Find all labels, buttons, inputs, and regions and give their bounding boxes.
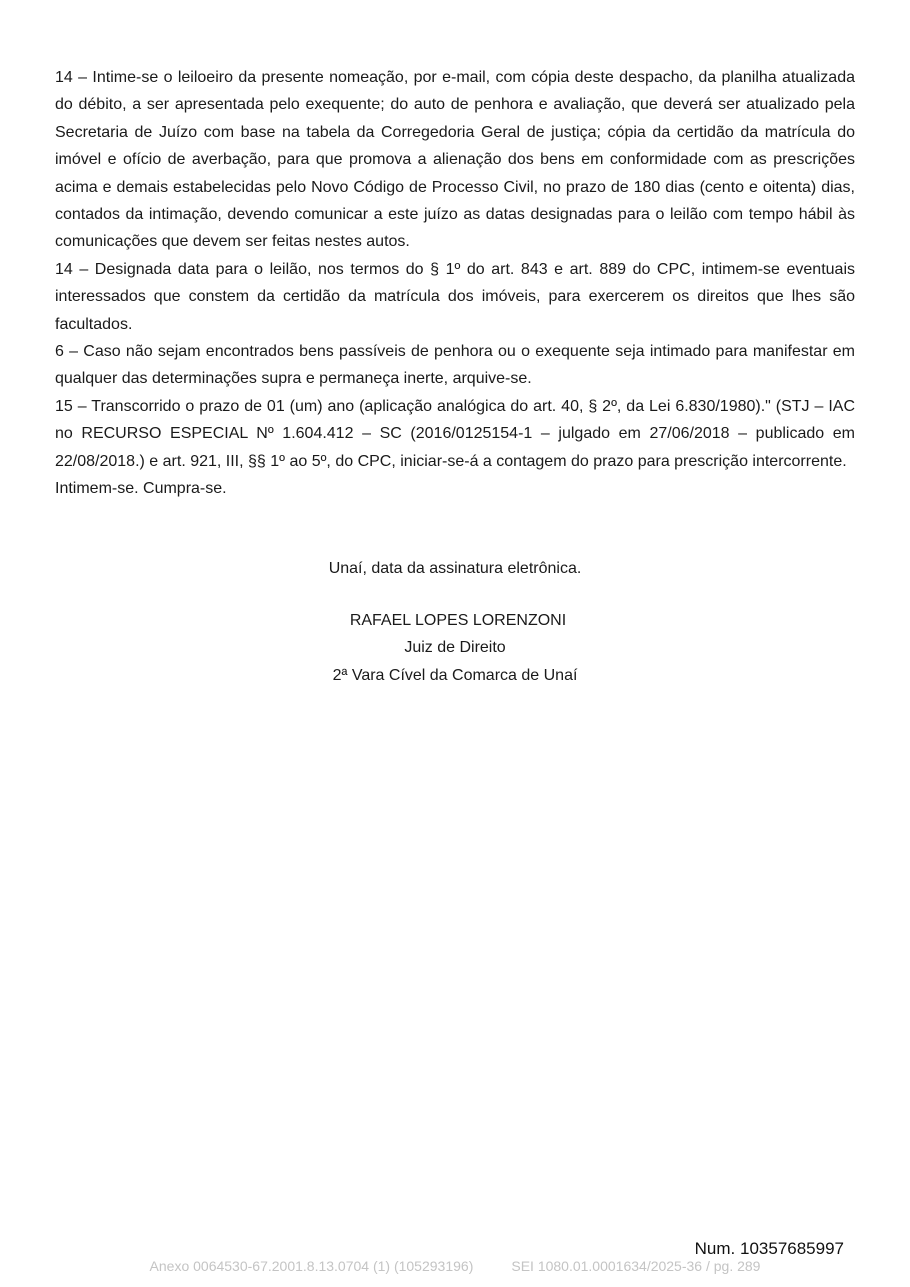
place-date: Unaí, data da assinatura eletrônica. bbox=[328, 560, 582, 577]
court-name: 2ª Vara Cível da Comarca de Unaí bbox=[332, 666, 578, 684]
document-number: Num. 10357685997 bbox=[694, 1239, 844, 1258]
signature-block bbox=[0, 607, 910, 689]
judge-name: RAFAEL LOPES LORENZONI bbox=[349, 612, 567, 629]
document-body bbox=[55, 64, 855, 503]
paragraph-closing: Intimem-se. Cumpra-se. bbox=[55, 480, 227, 498]
paragraph-auctioneer-notice: 14 – Intime-se o leiloeiro da presente nomeação, por e-mail, com cópia deste despacho, da planilha atualizada do débito, a ser apresentada pelo exequente; do auto de penhora e avaliação, que deverá ser atualizado pela Secretaria de Juízo com base na tabela da Corregedoria Geral de justiça; cópia da certidão da matrícula do imóvel e ofício de averbação, para que promova a alienação dos bens em conformidade com as prescrições acima e demais estabelecidas pelo Novo Código de Processo Civil, no prazo de 180 dias (cento e oitenta) dias, contados da intimação, devendo comunicar a este juízo as datas designadas para o leilão com tempo hábil às comunicações que devem ser feitas nestes autos. bbox=[55, 69, 855, 251]
footer-sei-ref: SEI 1080.01.0001634/2025-36 / pg. 289 bbox=[511, 1258, 761, 1274]
paragraph-auction-date: 14 – Designada data para o leilão, nos termos do § 1º do art. 843 e art. 889 do CPC, intimem-se eventuais interessados que constem da certidão da matrícula dos imóveis, para exercerem os direitos que lhes são facultados. bbox=[55, 260, 855, 333]
footer-annex-ref: Anexo 0064530-67.2001.8.13.0704 (1) (105293196) bbox=[149, 1258, 474, 1274]
paragraph-prescription: 15 – Transcorrido o prazo de 01 (um) ano (aplicação analógica do art. 40, § 2º, da Lei 6.830/1980)." (STJ – IAC no RECURSO ESPECIAL Nº 1.604.412 – SC (2016/0125154-1 – julgado em 27/06/2018 – publicado em 22/08/2018.) e art. 921, III, §§ 1º ao 5º, do CPC, iniciar-se-á a contagem do prazo para prescrição intercorrente. bbox=[55, 397, 855, 470]
footer-watermark bbox=[0, 1258, 910, 1274]
judge-role: Juiz de Direito bbox=[404, 639, 506, 657]
paragraph-no-assets: 6 – Caso não sejam encontrados bens passíveis de penhora ou o exequente seja intimado para manifestar em qualquer das determinações supra e permaneça inerte, arquive-se. bbox=[55, 343, 855, 388]
